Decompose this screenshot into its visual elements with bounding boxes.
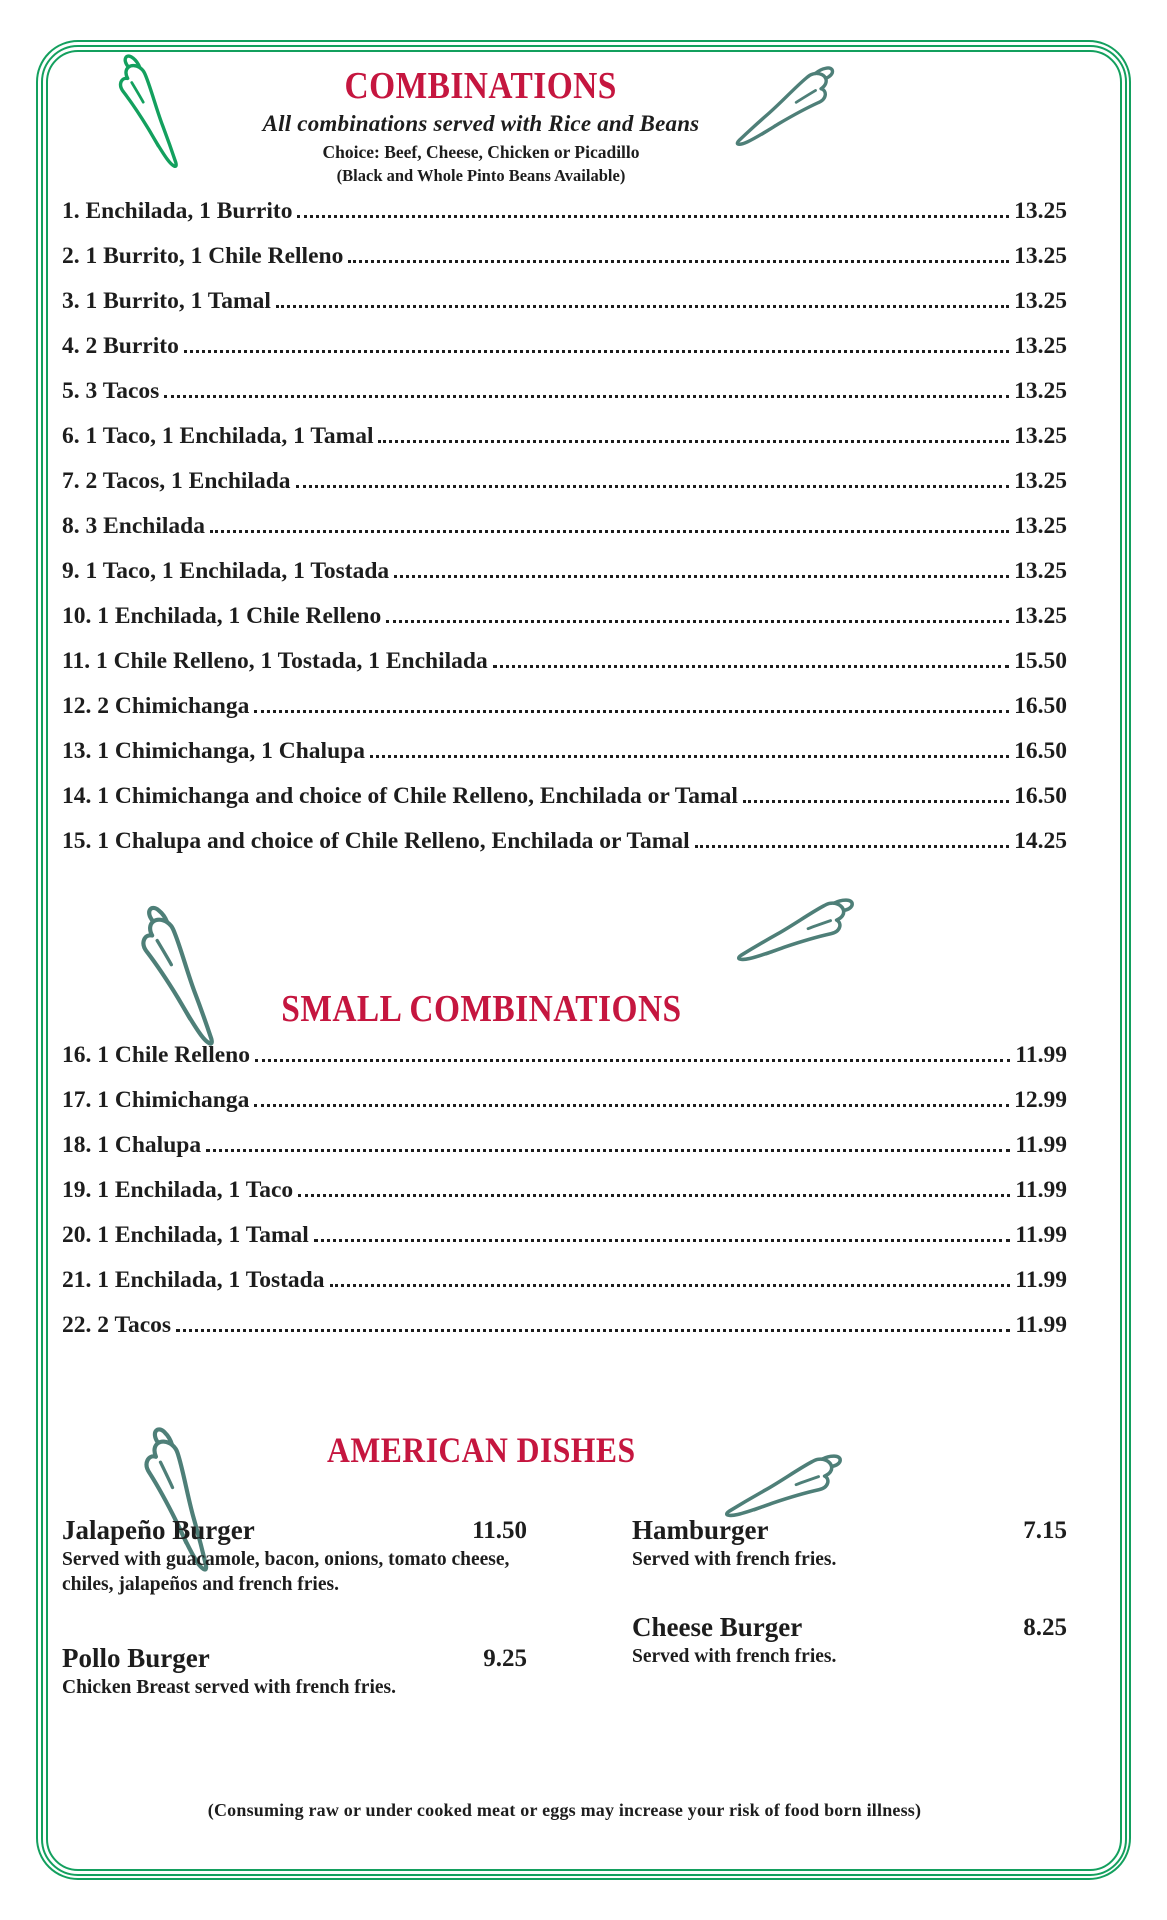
menu-item-price: 14.25 <box>1014 827 1067 854</box>
menu-item-row <box>62 816 1067 861</box>
burger-item <box>632 1613 1067 1670</box>
menu-item-label: 21. 1 Enchilada, 1 Tostada <box>62 1266 325 1293</box>
menu-item-label: 10. 1 Enchilada, 1 Chile Relleno <box>62 602 382 629</box>
menu-item-row <box>62 321 1067 366</box>
menu-item-label: 13. 1 Chimichanga, 1 Chalupa <box>62 737 365 764</box>
menu-item-row <box>62 1075 1067 1120</box>
menu-item-row <box>62 771 1067 816</box>
menu-item-row <box>62 411 1067 456</box>
dot-leader <box>297 215 1009 218</box>
burger-price: 9.25 <box>483 1644 527 1672</box>
burger-item <box>62 1644 527 1701</box>
menu-item-label: 7. 2 Tacos, 1 Enchilada <box>62 467 291 494</box>
dot-leader <box>330 1284 1011 1287</box>
menu-item-price: 11.99 <box>1015 1041 1067 1068</box>
menu-item-row <box>62 1120 1067 1165</box>
small-combinations-title <box>62 989 900 1030</box>
menu-item-label: 8. 3 Enchilada <box>62 512 205 539</box>
burger-name: Hamburger <box>632 1515 769 1546</box>
menu-item-price: 13.25 <box>1014 467 1067 494</box>
menu-item-row <box>62 681 1067 726</box>
combinations-title-text: COMBINATIONS <box>344 65 618 107</box>
burger-price: 8.25 <box>1023 1613 1067 1641</box>
small-combinations-list <box>62 1030 1067 1345</box>
burger-description: Served with french fries. <box>632 1645 837 1667</box>
combinations-beans-line: (Black and Whole Pinto Beans Available) <box>336 166 626 186</box>
burger-title-row <box>632 1613 1067 1643</box>
menu-item-row <box>62 636 1067 681</box>
burger-description: Served with guacamole, bacon, onions, tomato cheese, chiles, jalapeños and french fries. <box>62 1548 510 1595</box>
menu-item-price: 13.25 <box>1014 197 1067 224</box>
menu-item-price: 16.50 <box>1014 737 1067 764</box>
dot-leader <box>348 260 1009 263</box>
menu-item-price: 11.99 <box>1015 1131 1067 1158</box>
dot-leader <box>184 350 1009 353</box>
menu-item-price: 13.25 <box>1014 287 1067 314</box>
menu-item-label: 5. 3 Tacos <box>62 377 160 404</box>
burger-title-row <box>62 1644 527 1674</box>
dot-leader <box>314 1239 1011 1242</box>
menu-item-label: 12. 2 Chimichanga <box>62 692 250 719</box>
burger-description: Chicken Breast served with french fries. <box>62 1676 396 1698</box>
menu-item-price: 11.99 <box>1015 1221 1067 1248</box>
menu-item-price: 13.25 <box>1014 377 1067 404</box>
american-dishes-grid <box>62 1516 1067 1701</box>
menu-item-label: 3. 1 Burrito, 1 Tamal <box>62 287 271 314</box>
american-dishes-right-column <box>632 1516 1067 1701</box>
burger-price: 7.15 <box>1023 1516 1067 1544</box>
menu-item-row <box>62 726 1067 771</box>
menu-item-label: 1. Enchilada, 1 Burrito <box>62 197 293 224</box>
burger-description: Served with french fries. <box>632 1548 837 1570</box>
menu-item-row <box>62 591 1067 636</box>
combinations-header <box>62 66 900 186</box>
dot-leader <box>695 845 1009 848</box>
menu-item-row <box>62 501 1067 546</box>
menu-item-row <box>62 276 1067 321</box>
american-dishes-title-text: AMERICAN DISHES <box>326 1430 636 1471</box>
disclaimer: (Consuming raw or under cooked meat or eggs may increase your risk of food born illness) <box>207 1800 922 1820</box>
menu-item-label: 9. 1 Taco, 1 Enchilada, 1 Tostada <box>62 557 390 584</box>
dot-leader <box>210 530 1009 533</box>
burger-name: Pollo Burger <box>62 1643 210 1674</box>
american-dishes-header <box>62 1431 900 1470</box>
menu-item-row <box>62 1210 1067 1255</box>
menu-item-price: 13.25 <box>1014 557 1067 584</box>
dot-leader <box>298 1194 1010 1197</box>
menu-item-label: 15. 1 Chalupa and choice of Chile Relleno, Enchilada or Tamal <box>62 827 690 854</box>
menu-item-row <box>62 186 1067 231</box>
combinations-choice-line: Choice: Beef, Cheese, Chicken or Picadillo <box>322 142 640 163</box>
dot-leader <box>206 1149 1010 1152</box>
dot-leader <box>394 575 1009 578</box>
menu-item-price: 13.25 <box>1014 332 1067 359</box>
burger-name: Cheese Burger <box>632 1612 803 1643</box>
dot-leader <box>254 1104 1009 1107</box>
burger-price: 11.50 <box>472 1516 527 1544</box>
menu-item-row <box>62 546 1067 591</box>
dot-leader <box>176 1329 1010 1332</box>
combinations-list <box>62 186 1067 861</box>
small-combinations-title-text: SMALL COMBINATIONS <box>280 988 682 1031</box>
menu-item-label: 17. 1 Chimichanga <box>62 1086 250 1113</box>
menu-item-price: 12.99 <box>1014 1086 1067 1113</box>
menu-item-row <box>62 1165 1067 1210</box>
burger-item <box>62 1516 527 1598</box>
menu-item-price: 16.50 <box>1014 692 1067 719</box>
combinations-subtitle: All combinations served with Rice and Beans <box>262 111 700 137</box>
dot-leader <box>370 755 1009 758</box>
dot-leader <box>164 395 1009 398</box>
menu-item-row <box>62 1255 1067 1300</box>
menu-item-price: 11.99 <box>1015 1176 1067 1203</box>
dot-leader <box>296 485 1010 488</box>
menu-item-label: 14. 1 Chimichanga and choice of Chile Relleno, Enchilada or Tamal <box>62 782 738 809</box>
combinations-title <box>62 66 900 107</box>
menu-item-label: 18. 1 Chalupa <box>62 1131 202 1158</box>
menu-item-price: 15.50 <box>1014 647 1067 674</box>
menu-item-price: 13.25 <box>1014 512 1067 539</box>
menu-item-label: 11. 1 Chile Relleno, 1 Tostada, 1 Enchilada <box>62 647 488 674</box>
menu-item-label: 22. 2 Tacos <box>62 1311 172 1338</box>
menu-item-label: 16. 1 Chile Relleno <box>62 1041 250 1068</box>
menu-item-label: 2. 1 Burrito, 1 Chile Relleno <box>62 242 344 269</box>
menu-item-label: 19. 1 Enchilada, 1 Taco <box>62 1176 294 1203</box>
menu-item-row <box>62 1030 1067 1075</box>
dot-leader <box>493 665 1009 668</box>
small-combinations-header <box>62 989 900 1030</box>
dot-leader <box>254 710 1009 713</box>
menu-item-price: 13.25 <box>1014 422 1067 449</box>
american-dishes-left-column <box>62 1516 527 1701</box>
menu-item-price: 13.25 <box>1014 602 1067 629</box>
dot-leader <box>276 305 1009 308</box>
dot-leader <box>378 440 1009 443</box>
menu-item-price: 16.50 <box>1014 782 1067 809</box>
menu-item-price: 13.25 <box>1014 242 1067 269</box>
menu-item-row <box>62 231 1067 276</box>
dot-leader <box>255 1059 1010 1062</box>
menu-content <box>62 52 1067 1701</box>
menu-item-row <box>62 366 1067 411</box>
dot-leader <box>743 800 1009 803</box>
menu-item-label: 20. 1 Enchilada, 1 Tamal <box>62 1221 309 1248</box>
american-dishes-title <box>62 1431 900 1470</box>
menu-item-price: 11.99 <box>1015 1266 1067 1293</box>
burger-item <box>632 1516 1067 1573</box>
burger-title-row <box>62 1516 527 1546</box>
burger-name: Jalapeño Burger <box>62 1515 255 1546</box>
menu-item-row <box>62 1300 1067 1345</box>
menu-item-label: 6. 1 Taco, 1 Enchilada, 1 Tamal <box>62 422 374 449</box>
burger-title-row <box>632 1516 1067 1546</box>
menu-item-label: 4. 2 Burrito <box>62 332 179 359</box>
menu-item-row <box>62 456 1067 501</box>
dot-leader <box>386 620 1009 623</box>
menu-item-price: 11.99 <box>1015 1311 1067 1338</box>
